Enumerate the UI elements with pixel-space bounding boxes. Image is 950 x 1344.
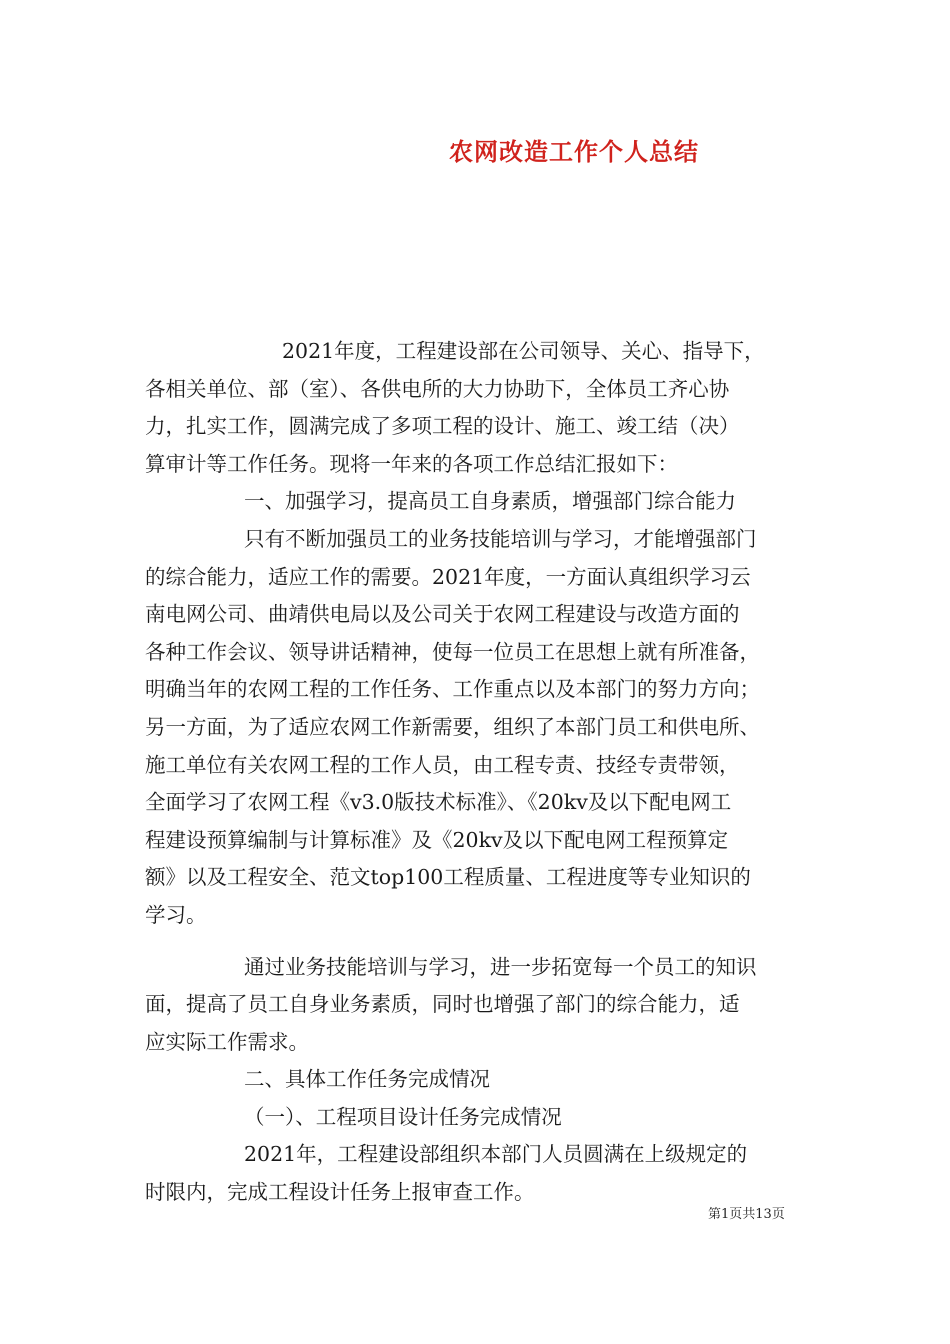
paragraph-line: 额》以及工程安全、范文top100工程质量、工程进度等专业知识的 — [145, 865, 751, 890]
paragraph-line: 2021年度，工程建设部在公司领导、关心、指导下， — [282, 339, 765, 363]
paragraph-line: 通过业务技能培训与学习，进一步拓宽每一个员工的知识 — [244, 954, 757, 979]
paragraph-line: 算审计等工作任务。现将一年来的各项工作总结汇报如下： — [145, 451, 678, 476]
paragraph-line: 南电网公司、曲靖供电局以及公司关于农网工程建设与改造方面的 — [145, 602, 740, 627]
paragraph-line: 学习。 — [145, 902, 207, 927]
paragraph-line: 程建设预算编制与计算标准》及《20kv及以下配电网工程预算定 — [145, 827, 729, 852]
paragraph-line: 各种工作会议、领导讲话精神，使每一位员工在思想上就有所准备， — [145, 639, 760, 664]
paragraph-line: 的综合能力，适应工作的需要。2021年度，一方面认真组织学习云 — [145, 564, 751, 589]
subsection-heading: （一）、工程项目设计任务完成情况 — [244, 1104, 562, 1129]
document-body — [145, 333, 810, 1212]
paragraph-line: 时限内，完成工程设计任务上报审查工作。 — [145, 1180, 535, 1205]
paragraph-line: 另一方面，为了适应农网工作新需要，组织了本部门员工和供电所、 — [145, 714, 760, 739]
paragraph-line: 力，扎实工作，圆满完成了多项工程的设计、施工、竣工结（决） — [145, 414, 740, 439]
paragraph-line: 应实际工作需求。 — [145, 1029, 309, 1054]
document-title: 农网改造工作个人总结 — [449, 137, 699, 166]
section-heading: 二、具体工作任务完成情况 — [244, 1067, 490, 1092]
paragraph-line: 各相关单位、部（室）、各供电所的大力协助下，全体员工齐心协 — [145, 376, 730, 401]
page-number: 第1页共13页 — [708, 1207, 785, 1222]
paragraph-line: 2021年，工程建设部组织本部门人员圆满在上级规定的 — [244, 1142, 748, 1167]
paragraph-line: 明确当年的农网工程的工作任务、工作重点以及本部门的努力方向； — [145, 677, 760, 702]
paragraph-line: 施工单位有关农网工程的工作人员，由工程专责、技经专责带领， — [145, 752, 740, 777]
section-heading: 一、加强学习，提高员工自身素质，增强部门综合能力 — [244, 489, 736, 514]
paragraph-line: 全面学习了农网工程《v3.0版技术标准》、《20kv及以下配电网工 — [145, 790, 732, 815]
paragraph-line: 只有不断加强员工的业务技能培训与学习，才能增强部门 — [244, 526, 757, 551]
paragraph-line: 面，提高了员工自身业务素质，同时也增强了部门的综合能力，适 — [145, 992, 740, 1017]
